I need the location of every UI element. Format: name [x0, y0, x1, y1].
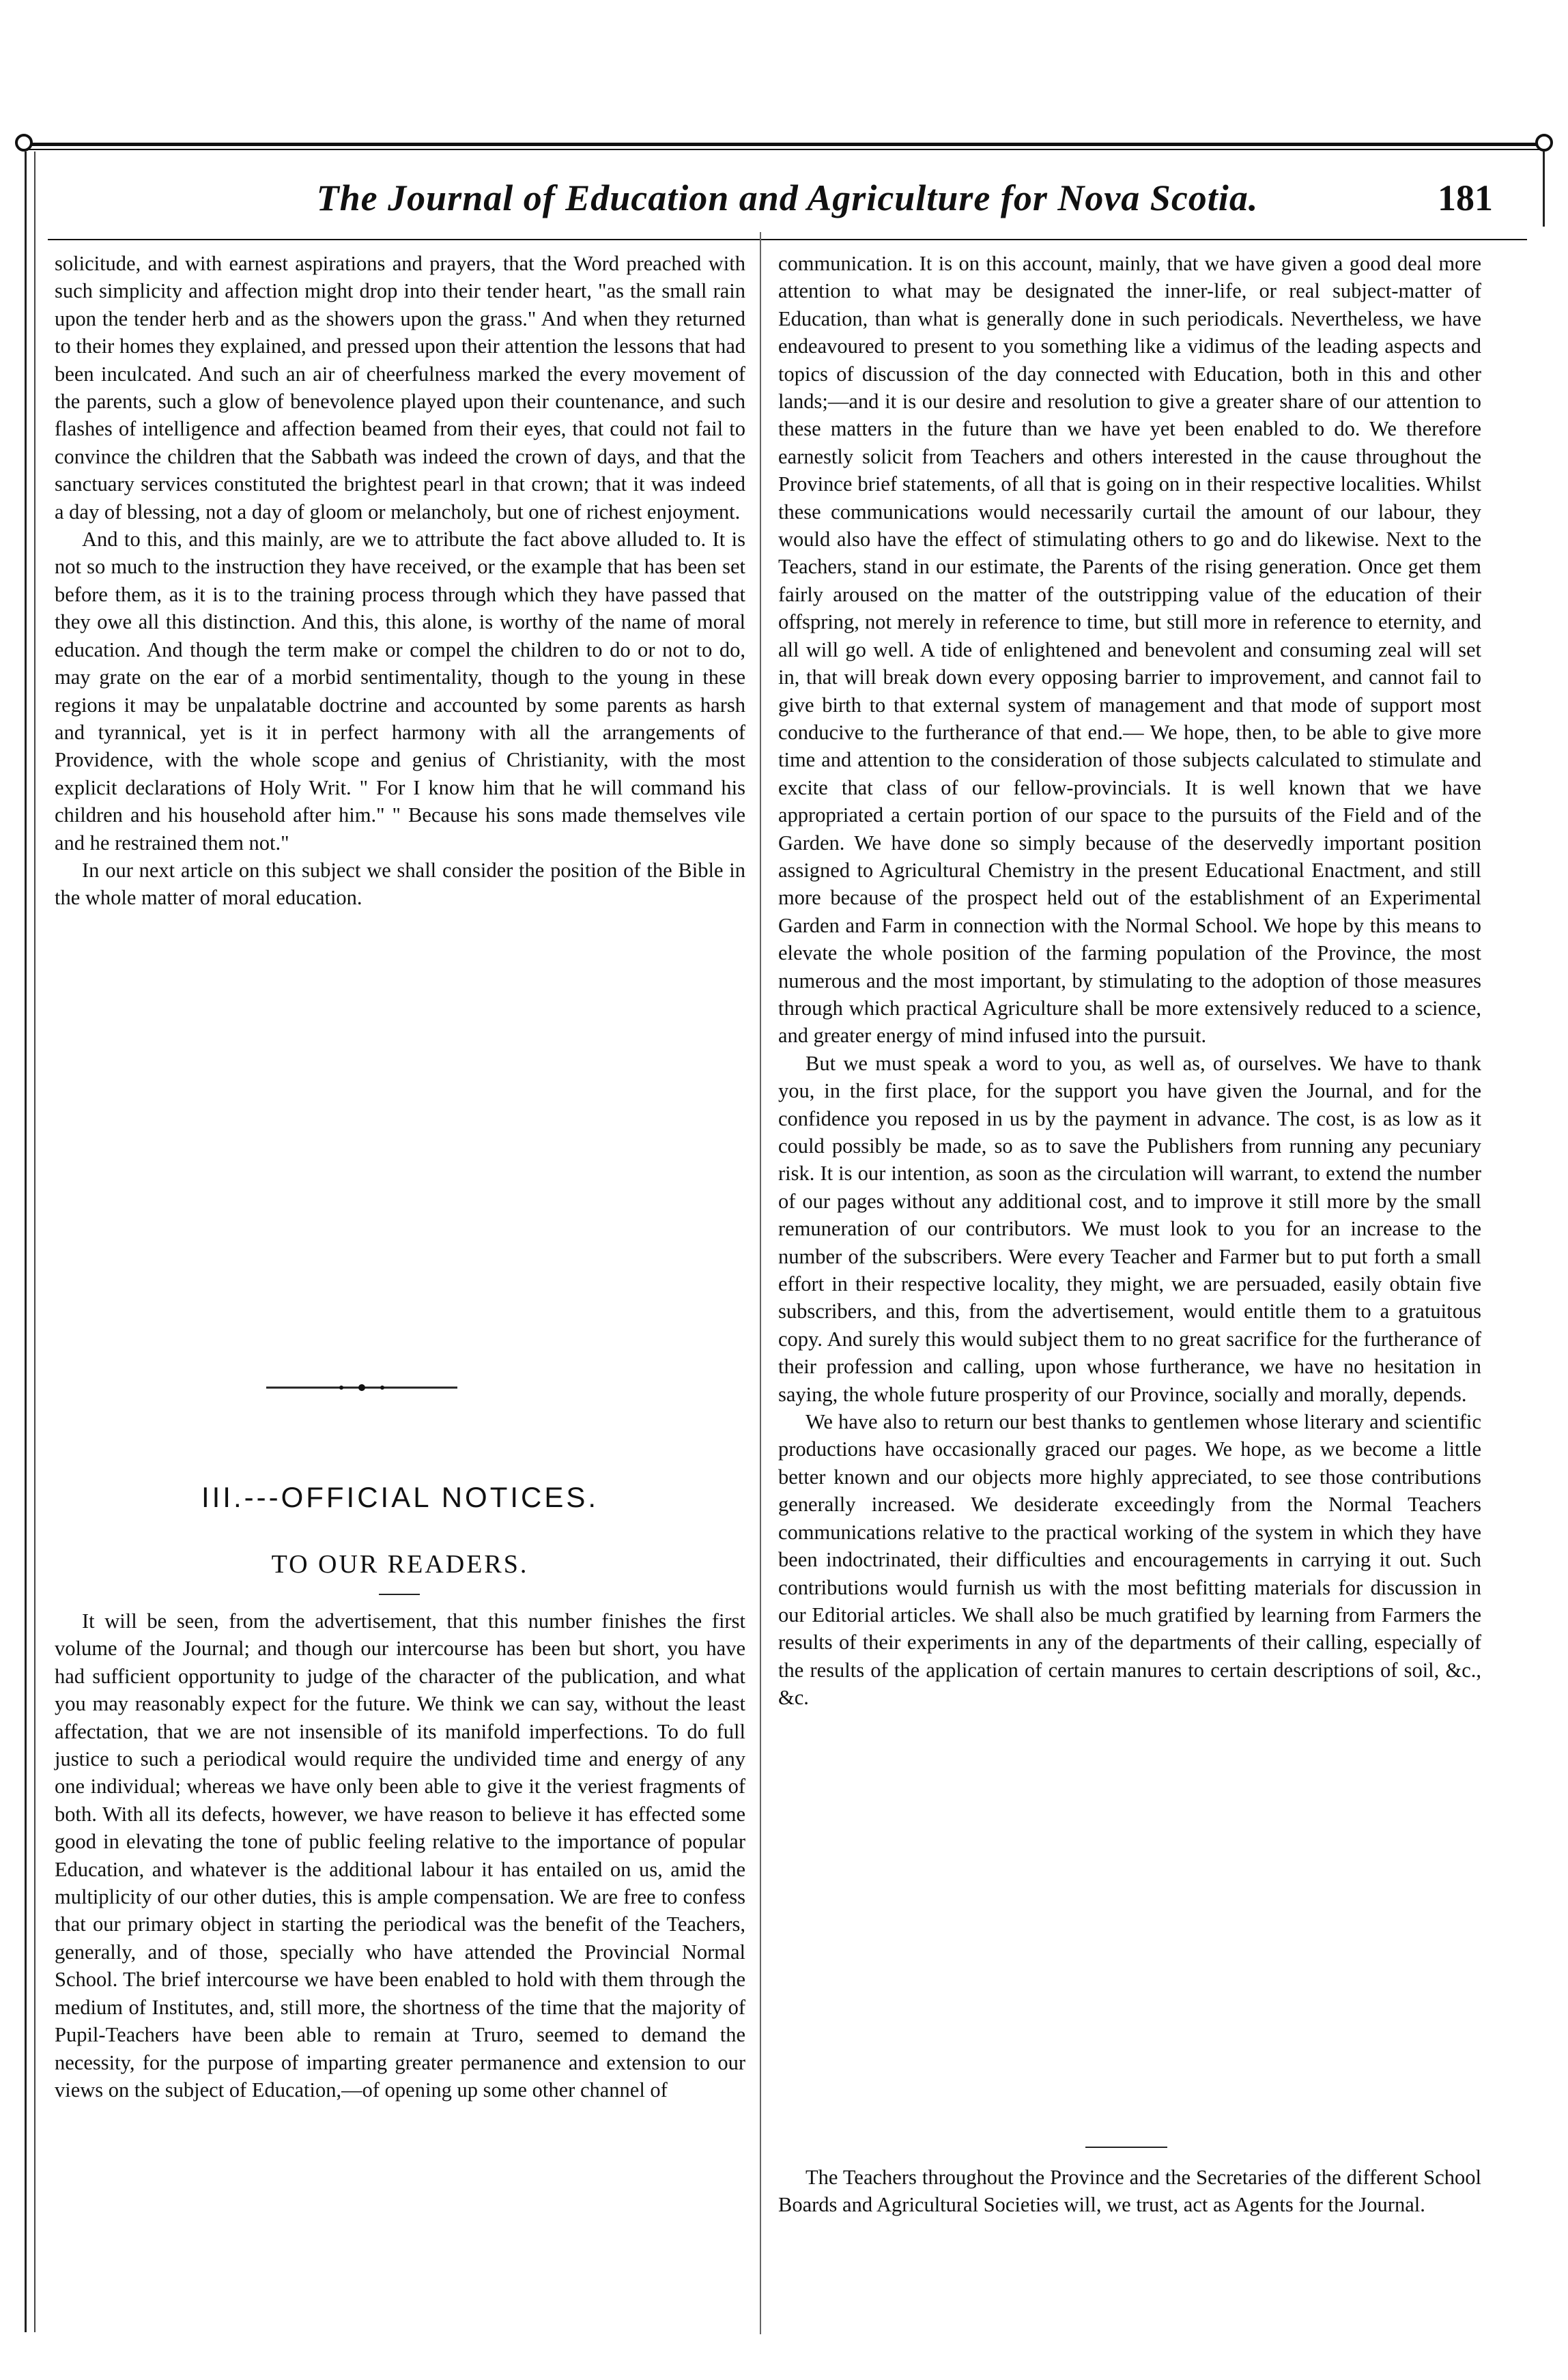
article-subheading: TO OUR READERS. — [271, 1550, 529, 1579]
left-border-rule — [25, 152, 27, 2332]
header-underline — [48, 239, 1527, 240]
subheading-rule — [379, 1594, 420, 1595]
closing-rule — [1085, 2147, 1167, 2148]
paragraph: In our next article on this subject we shall consider the position of the Bible in the whole matter of moral education. — [55, 858, 745, 910]
paragraph: The Teachers throughout the Province and the Secretaries of the different School Boards and Agricultural Societies will, we trust, act as Agents for the Journal. — [778, 2166, 1481, 2217]
header-double-rule-thin — [25, 149, 1543, 150]
paragraph: We have also to return our best thanks to gentlemen whose literary and scientific productions have occasionally graced our pages. We hope, as we become a little better known and our objects more highly appreciated, to see those contributions generally increased. We desiderate exceedingly from the Normal Teachers communications relative to the practical working of the system in which they have been indoctrinated, their difficulties and encouragements in carrying it out. Such contributions would furnish us with the most befitting materials for discussion in our Editorial articles. We shall also be much gratified by learning from Farmers the results of their experiments in any of the departments of their calling, especially of the results of the application of certain manures to certain descriptions of soil, &c., &c. — [778, 1410, 1481, 1710]
column-divider — [760, 232, 761, 2334]
page-number: 181 — [1438, 177, 1493, 218]
paragraph: But we must speak a word to you, as well as, of ourselves. We have to thank you, in the first place, for the support you have given the Journal, and for the confidence you reposed in us by the payment in advance. The cost, is as low as it could possibly be made, so as to save the Publishers from running any pecuniary risk. It is our intention, as soon as the circulation will warrant, to extend the number of our pages without any additional cost, and to improve it still more by the small remuneration of our contributors. We must look to you for an increase to the number of the subscribers. Were every Teacher and Farmer but to put forth a small effort in their respective locality, they might, we are persuaded, easily obtain five subscribers, and this, from the advertisement, would entitle them to a gratuitous copy. And surely this would subject them to no great sacrifice for the furtherance of their profession and calling, upon whose furtherance, we have no hesitation in saying, the whole future prosperity of our Province, socially and morally, depends. — [778, 1051, 1481, 1406]
left-column-top — [55, 250, 745, 912]
journal-title: The Journal of Education and Agriculture for Nova Scotia. — [316, 177, 1259, 218]
page-header — [48, 167, 1527, 229]
ornamental-divider-icon — [266, 1384, 457, 1391]
right-column-bottom — [778, 2164, 1481, 2219]
left-ring-ornament — [15, 134, 33, 152]
paragraph: communication. It is on this account, mainly, that we have given a good deal more attention to what may be designated the inner-life, or real subject-matter of Education, than what is generally done in such periodicals. Nevertheless, we have endeavoured to present to you something like a vidimus of the leading aspects and topics of discussion of the day connected with Education, both in this and other lands;—and it is our desire and resolution to give a greater share of our attention to these matters in the future than we have yet been enabled to do. We therefore earnestly solicit from Teachers and others interested in the cause throughout the Province brief statements, of all that is going on in their respective localities. Whilst these communications would necessarily curtail the amount of our labour, they would also have the effect of stimulating others to go and do likewise. Next to the Teachers, stand in our estimate, the Parents of the rising generation. Once get them fairly aroused on the matter of the outstripping value of the education of their offspring, not merely in reference to time, but still more in reference to eternity, and all will go well. A tide of enlightened and benevolent and consuming zeal will set in, that will break down every opposing barrier to improvement, and cannot fail to give birth to that external system of management and that mode of support most conducive to the furtherance of that end.— We hope, then, to be able to give more time and attention to the consideration of those subjects calculated to stimulate and excite that class of our fellow-provincials. It is well known that we have appropriated a certain portion of our space to the pursuits of the Field and of the Garden. We have done so simply because of the deservedly important position assigned to Agricultural Chemistry in the present Educational Enactment, and still more because of the prospect held out of the establishment of an Experimental Garden and Farm in connection with the Normal School. We hope by this means to elevate the whole position of the farming population of the Province, the most numerous and the most important, by stimulating to the adoption of those measures through which practical Agriculture shall be more extensively reduced to a science, and greater energy of mind infused into the pursuit. — [778, 252, 1481, 1048]
section-heading: III.---OFFICIAL NOTICES. — [201, 1481, 599, 1513]
right-column — [778, 250, 1481, 1712]
paragraph: It will be seen, from the advertisement, that this number finishes the first volume of the Journal; and though our intercourse has been but short, you have had sufficient opportunity to judge of the character of the publication, and what you may reasonably expect for the future. We think we can say, without the least affectation, that we are not insensible of its manifold imperfections. To do full justice to such a periodical would require the undivided time and energy of any one individual; whereas we have only been able to give it the veriest fragments of both. With all its defects, however, we have reason to believe it has effected some good in elevating the tone of public feeling relative to the importance of popular Education, and whatever is the additional labour it has entailed on us, amid the multiplicity of our other duties, this is ample compensation. We are free to confess that our primary object in starting the periodical was the benefit of the Teachers, generally, and of those, specially who have attended the Provincial Normal School. The brief intercourse we have been enabled to hold with them through the medium of Institutes, and, still more, the shortness of the time that the majority of Pupil-Teachers have been able to remain at Truro, seemed to demand the necessity, for the purpose of imparting greater permanence and extension to our views on the subject of Education,—of opening up some other channel of — [55, 1609, 745, 2102]
paragraph: And to this, and this mainly, are we to attribute the fact above alluded to. It is not so much to the instruction they have received, or the example that has been set before them, as it is to the training process through which they have passed that they owe all this distinction. And this, this alone, is worthy of the name of moral education. And though the term make or compel the children to do or not to do, may grate on the ear of a morbid sentimentality, though to the young in these regions it may be unpalatable doctrine and accounted by some parents as harsh and tyrannical, yet is it in perfect harmony with all the arrangements of Providence, with the whole scope and genius of Christianity, with the most explicit declarations of Holy Writ. " For I know him that he will command his children and his household after him." " Because his sons made themselves vile and he restrained them not." — [55, 528, 745, 855]
header-double-rule-thick — [25, 143, 1543, 146]
right-ring-ornament — [1535, 134, 1553, 152]
paragraph: solicitude, and with earnest aspirations and prayers, that the Word preached with such simplicity and affection might drop into their tender heart, "as the small rain upon the tender herb and as the showers upon the grass." And when they returned to their homes they explained, and pressed upon their attention the lessons that had been inculcated. And such an air of cheerfulness marked the every movement of the parents, such a glow of benevolence played upon their countenance, and such flashes of intelligence and affection beamed from their eyes, that could not fail to convince the children that the Sabbath was indeed the crown of days, and that the sanctuary services constituted the brightest pearl in that crown; that it was indeed a day of blessing, not a day of gloom or melancholy, but one of richest enjoyment. — [55, 252, 745, 524]
right-border-rule — [1543, 152, 1545, 227]
left-border-rule-inner — [34, 152, 35, 2332]
left-column-bottom — [55, 1607, 745, 2104]
